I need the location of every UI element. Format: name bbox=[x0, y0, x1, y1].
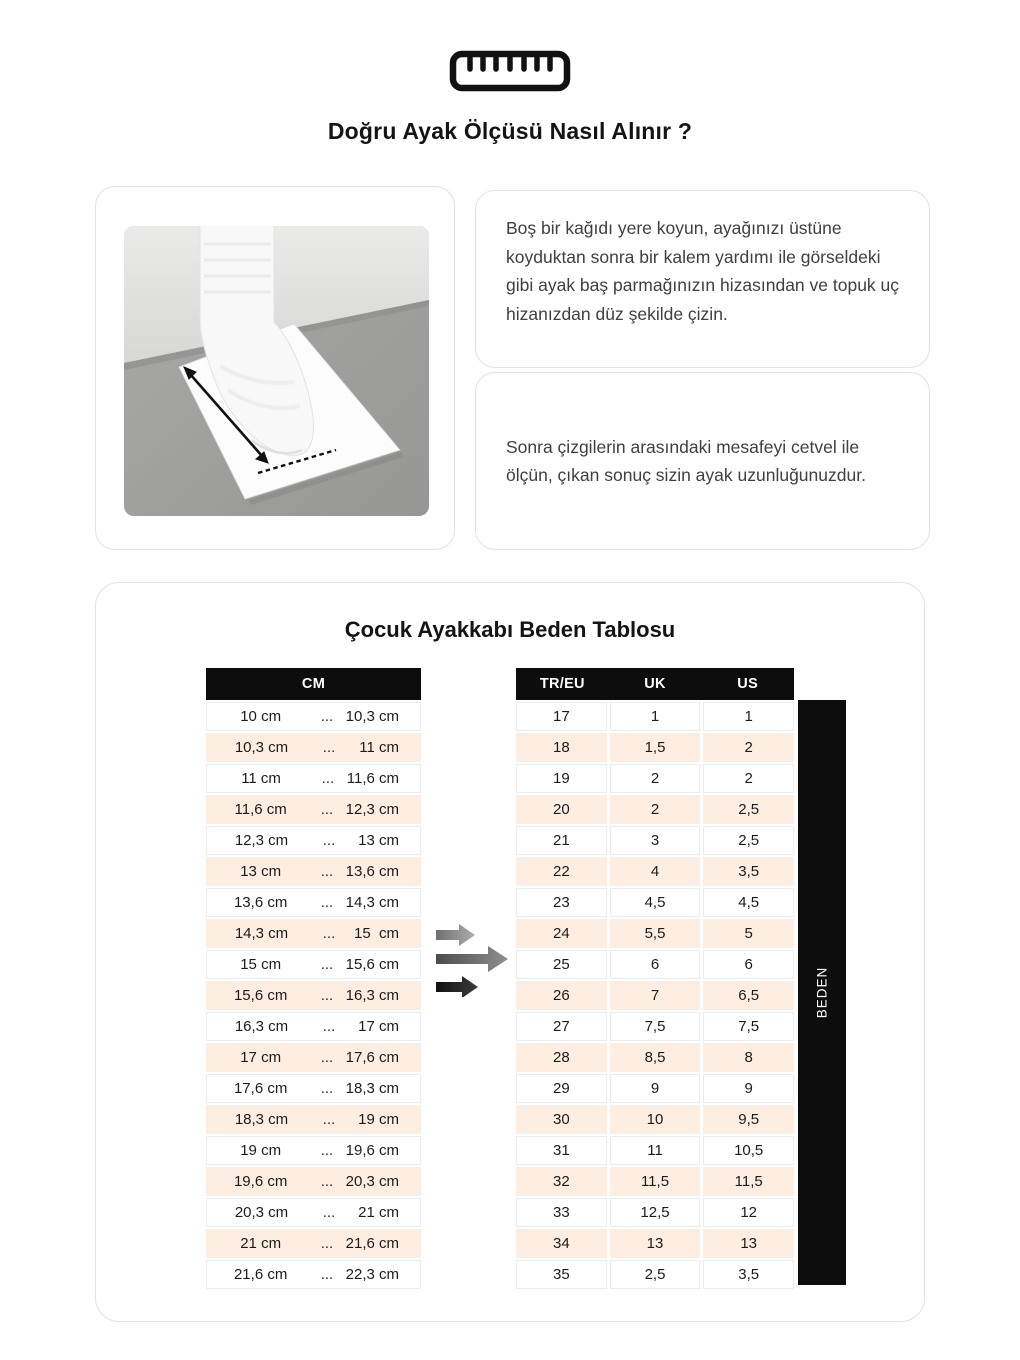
size-cell-treu: 29 bbox=[516, 1074, 607, 1103]
instruction-card-2 bbox=[475, 372, 930, 550]
size-cell-treu: 20 bbox=[516, 795, 607, 824]
size-cell-us: 4,5 bbox=[703, 888, 794, 917]
cm-range-dots: ... bbox=[322, 832, 336, 849]
size-cell-treu: 26 bbox=[516, 981, 607, 1010]
size-cell-uk: 8,5 bbox=[610, 1043, 701, 1072]
size-table-row bbox=[516, 1136, 794, 1165]
instruction-text-2: Sonra çizgilerin arasındaki mesafeyi cetvel ile ölçün, çıkan sonuç sizin ayak uzunluğunuzdur. bbox=[506, 436, 866, 485]
size-cell-treu: 21 bbox=[516, 826, 607, 855]
cm-range-from: 10,3 cm bbox=[234, 739, 289, 756]
cm-range-to: 21 cm bbox=[358, 1204, 399, 1221]
cm-range-from: 19 cm bbox=[240, 1142, 282, 1159]
size-cell-treu: 17 bbox=[516, 702, 607, 731]
size-cell-us: 3,5 bbox=[703, 1260, 794, 1289]
size-cell-us: 5 bbox=[703, 919, 794, 948]
cm-range-to: 21,6 cm bbox=[345, 1235, 399, 1252]
cm-range-to: 15,6 cm bbox=[345, 956, 399, 973]
size-cell-us: 2 bbox=[703, 764, 794, 793]
cm-range-to: 11 cm bbox=[359, 739, 399, 756]
cm-range-to: 17,6 cm bbox=[345, 1049, 399, 1066]
cm-range-from: 19,6 cm bbox=[233, 1173, 288, 1190]
size-table-row bbox=[516, 1074, 794, 1103]
size-cell-us: 2,5 bbox=[703, 826, 794, 855]
size-cell-uk: 7 bbox=[610, 981, 701, 1010]
cm-range-from: 17,6 cm bbox=[233, 1080, 288, 1097]
cm-range-dots: ... bbox=[320, 801, 334, 818]
size-cell-uk: 1,5 bbox=[610, 733, 701, 762]
cm-range-dots: ... bbox=[320, 956, 334, 973]
cm-range-to: 16,3 cm bbox=[345, 987, 399, 1004]
size-table-row bbox=[516, 1012, 794, 1041]
size-table-row bbox=[516, 888, 794, 917]
size-cell-treu: 25 bbox=[516, 950, 607, 979]
size-cell-uk: 13 bbox=[610, 1229, 701, 1258]
size-table-row bbox=[516, 919, 794, 948]
size-cell-us: 2 bbox=[703, 733, 794, 762]
size-cell-treu: 27 bbox=[516, 1012, 607, 1041]
cm-range-from: 13,6 cm bbox=[233, 894, 288, 911]
size-cell-uk: 10 bbox=[610, 1105, 701, 1134]
size-table-row bbox=[516, 702, 794, 731]
cm-table-row bbox=[206, 826, 421, 855]
cm-range-to: 13 cm bbox=[358, 832, 399, 849]
cm-range-dots: ... bbox=[320, 894, 334, 911]
cm-table-row bbox=[206, 1074, 421, 1103]
cm-range-to: 11,6 cm bbox=[346, 770, 399, 787]
size-cell-treu: 22 bbox=[516, 857, 607, 886]
size-cell-treu: 33 bbox=[516, 1198, 607, 1227]
cm-table-header: CM bbox=[206, 668, 421, 700]
size-cell-us: 3,5 bbox=[703, 857, 794, 886]
size-table-body bbox=[516, 702, 794, 1289]
cm-table-row bbox=[206, 1105, 421, 1134]
cm-range-to: 22,3 cm bbox=[345, 1266, 399, 1283]
size-table-header bbox=[516, 668, 794, 700]
size-table-row bbox=[516, 826, 794, 855]
cm-table-row bbox=[206, 950, 421, 979]
header bbox=[0, 50, 1020, 97]
cm-range-from: 15,6 cm bbox=[233, 987, 288, 1004]
instruction-text-1: Boş bir kağıdı yere koyun, ayağınızı üstüne koyduktan sonra bir kalem yardımı ile görseldeki gibi ayak baş parmağınızın hizasından ve topuk uç hizanızdan düz şekilde çizin. bbox=[506, 218, 900, 324]
cm-range-to: 12,3 cm bbox=[345, 801, 399, 818]
size-table-header-treu: TR/EU bbox=[539, 676, 585, 692]
cm-table-row bbox=[206, 1136, 421, 1165]
size-table-row bbox=[516, 1167, 794, 1196]
foot-measurement-photo bbox=[124, 226, 429, 516]
cm-table-row bbox=[206, 764, 421, 793]
size-cell-us: 7,5 bbox=[703, 1012, 794, 1041]
page-title: Doğru Ayak Ölçüsü Nasıl Alınır ? bbox=[327, 118, 693, 144]
cm-range-dots: ... bbox=[320, 1266, 334, 1283]
size-cell-us: 6,5 bbox=[703, 981, 794, 1010]
size-table-row bbox=[516, 733, 794, 762]
size-table-row bbox=[516, 981, 794, 1010]
size-cell-us: 2,5 bbox=[703, 795, 794, 824]
cm-range-from: 10 cm bbox=[240, 708, 282, 725]
cm-table-row bbox=[206, 1012, 421, 1041]
cm-range-dots: ... bbox=[320, 863, 334, 880]
size-cell-us: 13 bbox=[703, 1229, 794, 1258]
size-cell-us: 10,5 bbox=[703, 1136, 794, 1165]
cm-range-from: 21 cm bbox=[240, 1235, 282, 1252]
cm-range-from: 17 cm bbox=[240, 1049, 282, 1066]
cm-range-dots: ... bbox=[322, 1204, 336, 1221]
size-cell-us: 6 bbox=[703, 950, 794, 979]
size-cell-treu: 23 bbox=[516, 888, 607, 917]
cm-table-row bbox=[206, 1260, 421, 1289]
size-cell-us: 8 bbox=[703, 1043, 794, 1072]
cm-range-dots: ... bbox=[320, 1142, 334, 1159]
size-table-row bbox=[516, 1198, 794, 1227]
cm-range-dots: ... bbox=[321, 770, 335, 787]
cm-range-to: 19,6 cm bbox=[345, 1142, 399, 1159]
size-cell-treu: 34 bbox=[516, 1229, 607, 1258]
cm-range-to: 14,3 cm bbox=[345, 894, 399, 911]
cm-range-dots: ... bbox=[320, 987, 334, 1004]
size-cell-uk: 4 bbox=[610, 857, 701, 886]
cm-table-row bbox=[206, 857, 421, 886]
size-table-row bbox=[516, 1105, 794, 1134]
cm-range-dots: ... bbox=[320, 708, 334, 725]
cm-range-dots: ... bbox=[322, 1111, 336, 1128]
cm-range-to: 15 cm bbox=[353, 925, 399, 942]
cm-table-row bbox=[206, 888, 421, 917]
cm-range-dots: ... bbox=[320, 1235, 334, 1252]
cm-range-dots: ... bbox=[322, 925, 336, 942]
cm-table-row bbox=[206, 1167, 421, 1196]
size-cell-uk: 1 bbox=[610, 702, 701, 731]
size-cell-uk: 11,5 bbox=[610, 1167, 701, 1196]
size-cell-uk: 7,5 bbox=[610, 1012, 701, 1041]
cm-table-row bbox=[206, 1229, 421, 1258]
cm-range-to: 19 cm bbox=[358, 1111, 399, 1128]
size-table-header-uk: UK bbox=[644, 676, 666, 692]
cm-range-dots: ... bbox=[320, 1080, 334, 1097]
cm-range-from: 15 cm bbox=[240, 956, 282, 973]
size-cell-uk: 5,5 bbox=[610, 919, 701, 948]
cm-range-to: 10,3 cm bbox=[345, 708, 399, 725]
cm-range-from: 14,3 cm bbox=[234, 925, 289, 942]
cm-range-from: 11 cm bbox=[241, 770, 281, 787]
size-cell-uk: 2 bbox=[610, 764, 701, 793]
size-table-row bbox=[516, 1043, 794, 1072]
cm-table-row bbox=[206, 702, 421, 731]
size-cell-treu: 28 bbox=[516, 1043, 607, 1072]
size-cell-treu: 19 bbox=[516, 764, 607, 793]
size-cell-uk: 3 bbox=[610, 826, 701, 855]
size-cell-uk: 11 bbox=[610, 1136, 701, 1165]
size-table-title: Çocuk Ayakkabı Beden Tablosu bbox=[344, 617, 676, 642]
cm-table-body bbox=[206, 702, 421, 1289]
size-table-row bbox=[516, 1229, 794, 1258]
cm-range-dots: ... bbox=[322, 1018, 336, 1035]
cm-table-row bbox=[206, 981, 421, 1010]
instruction-card-1 bbox=[475, 190, 930, 368]
size-cell-us: 9,5 bbox=[703, 1105, 794, 1134]
cm-table-row bbox=[206, 733, 421, 762]
cm-range-to: 13,6 cm bbox=[345, 863, 399, 880]
size-cell-uk: 12,5 bbox=[610, 1198, 701, 1227]
size-cell-uk: 4,5 bbox=[610, 888, 701, 917]
transfer-arrows-icon bbox=[434, 921, 514, 997]
size-cell-us: 12 bbox=[703, 1198, 794, 1227]
cm-table-row bbox=[206, 919, 421, 948]
cm-range-to: 18,3 cm bbox=[345, 1080, 399, 1097]
cm-range-from: 20,3 cm bbox=[234, 1204, 289, 1221]
cm-range-dots: ... bbox=[320, 1049, 334, 1066]
cm-range-dots: ... bbox=[322, 739, 336, 756]
cm-range-from: 18,3 cm bbox=[234, 1111, 289, 1128]
size-cell-treu: 35 bbox=[516, 1260, 607, 1289]
ruler-icon bbox=[449, 50, 571, 97]
cm-range-to: 20,3 cm bbox=[345, 1173, 399, 1190]
beden-label: BEDEN bbox=[814, 966, 830, 1019]
cm-range-from: 11,6 cm bbox=[234, 801, 287, 818]
size-cell-treu: 30 bbox=[516, 1105, 607, 1134]
size-table-row bbox=[516, 857, 794, 886]
cm-table-row bbox=[206, 1043, 421, 1072]
size-table-row bbox=[516, 950, 794, 979]
beden-side-bar bbox=[798, 700, 846, 1285]
cm-table-row bbox=[206, 1198, 421, 1227]
cm-range-from: 21,6 cm bbox=[233, 1266, 288, 1283]
cm-range-dots: ... bbox=[320, 1173, 334, 1190]
size-cell-treu: 31 bbox=[516, 1136, 607, 1165]
measurement-photo-card bbox=[95, 186, 455, 550]
cm-range-from: 13 cm bbox=[240, 863, 282, 880]
size-cell-uk: 6 bbox=[610, 950, 701, 979]
size-table-row bbox=[516, 1260, 794, 1289]
cm-range-from: 16,3 cm bbox=[234, 1018, 289, 1035]
size-table-header-us: US bbox=[737, 676, 759, 692]
cm-table bbox=[206, 668, 421, 1289]
size-table bbox=[516, 668, 794, 1289]
size-cell-us: 11,5 bbox=[703, 1167, 794, 1196]
cm-range-from: 12,3 cm bbox=[234, 832, 289, 849]
size-table-row bbox=[516, 764, 794, 793]
size-cell-us: 9 bbox=[703, 1074, 794, 1103]
cm-range-to: 17 cm bbox=[358, 1018, 399, 1035]
size-cell-treu: 18 bbox=[516, 733, 607, 762]
size-cell-us: 1 bbox=[703, 702, 794, 731]
size-cell-uk: 2 bbox=[610, 795, 701, 824]
size-table-card bbox=[95, 582, 925, 1322]
size-table-row bbox=[516, 795, 794, 824]
size-cell-treu: 24 bbox=[516, 919, 607, 948]
cm-table-row bbox=[206, 795, 421, 824]
size-cell-uk: 9 bbox=[610, 1074, 701, 1103]
size-cell-treu: 32 bbox=[516, 1167, 607, 1196]
size-cell-uk: 2,5 bbox=[610, 1260, 701, 1289]
